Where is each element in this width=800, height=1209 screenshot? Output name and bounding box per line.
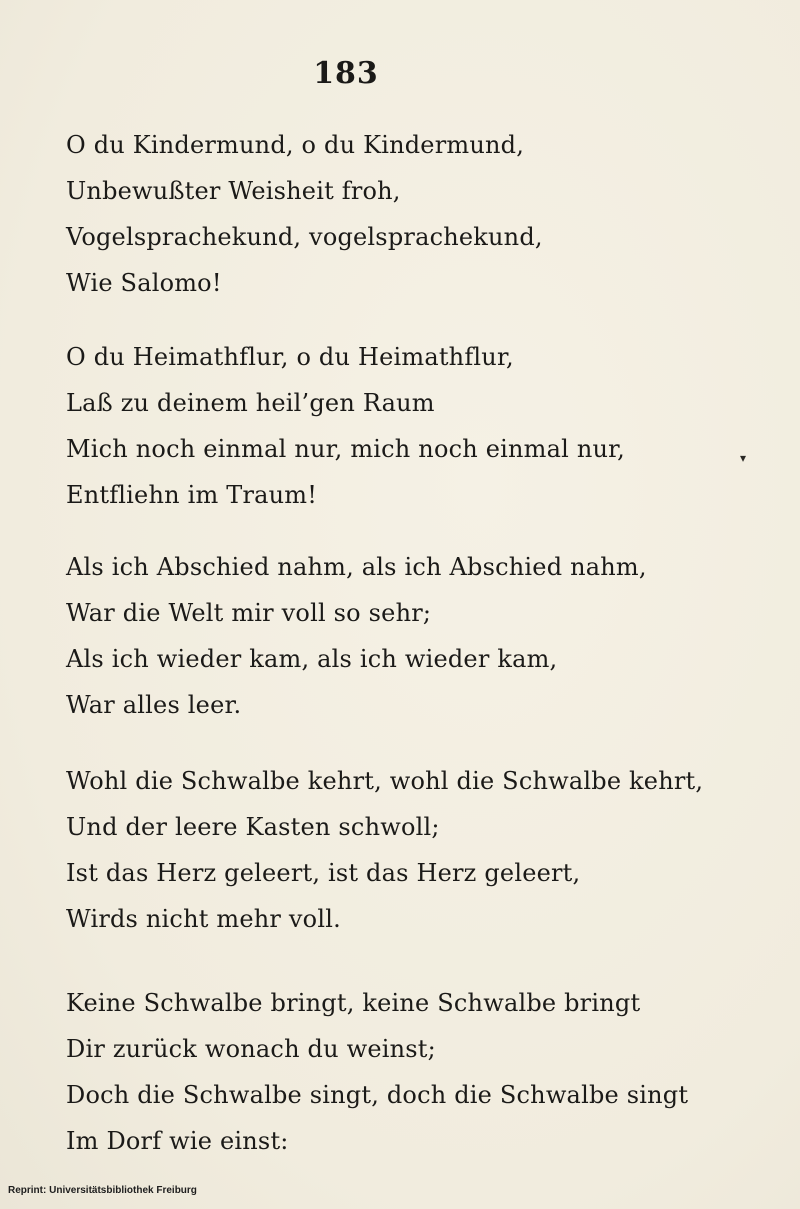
poem-line: Wie Salomo! (66, 269, 222, 297)
stanza-3 (66, 544, 666, 728)
poem-line: Laß zu deinem heil’gen Raum (66, 389, 435, 417)
poem-line: Keine Schwalbe bringt, keine Schwalbe bringt (66, 989, 641, 1017)
stanza-1 (66, 122, 666, 306)
page-number: 183 (313, 56, 379, 91)
poem-line: Dir zurück wonach du weinst; (66, 1035, 436, 1063)
poem-line: Mich noch einmal nur, mich noch einmal nur, (66, 435, 626, 463)
poem-line: Doch die Schwalbe singt, doch die Schwalbe singt (66, 1081, 689, 1109)
poem-line: Wohl die Schwalbe kehrt, wohl die Schwalbe kehrt, (66, 767, 704, 795)
poem-line: Als ich Abschied nahm, als ich Abschied nahm, (66, 553, 647, 581)
poem (66, 122, 704, 1192)
poem-line: Als ich wieder kam, als ich wieder kam, (66, 645, 558, 673)
stanza-2 (66, 334, 666, 518)
stanza-5 (66, 980, 689, 1164)
poem-line: O du Kindermund, o du Kindermund, (66, 131, 525, 159)
poem-line: Unbewußter Weisheit froh, (66, 177, 401, 205)
poem-line: Im Dorf wie einst: (66, 1127, 289, 1155)
poem-line: Vogelsprachekund, vogelsprachekund, (66, 223, 543, 251)
poem-line: O du Heimathflur, o du Heimathflur, (66, 343, 514, 371)
reprint-credit: Reprint: Universitätsbibliothek Freiburg (8, 1185, 197, 1196)
stanza-4 (66, 758, 704, 942)
poem-line: Entfliehn im Traum! (66, 481, 318, 509)
poem-line: War alles leer. (66, 691, 242, 719)
poem-line: Ist das Herz geleert, ist das Herz geleert, (66, 859, 581, 887)
ink-speck: ▾ (740, 451, 747, 465)
poem-line: Wirds nicht mehr voll. (66, 905, 341, 933)
poem-line: War die Welt mir voll so sehr; (66, 599, 432, 627)
poem-line: Und der leere Kasten schwoll; (66, 813, 440, 841)
